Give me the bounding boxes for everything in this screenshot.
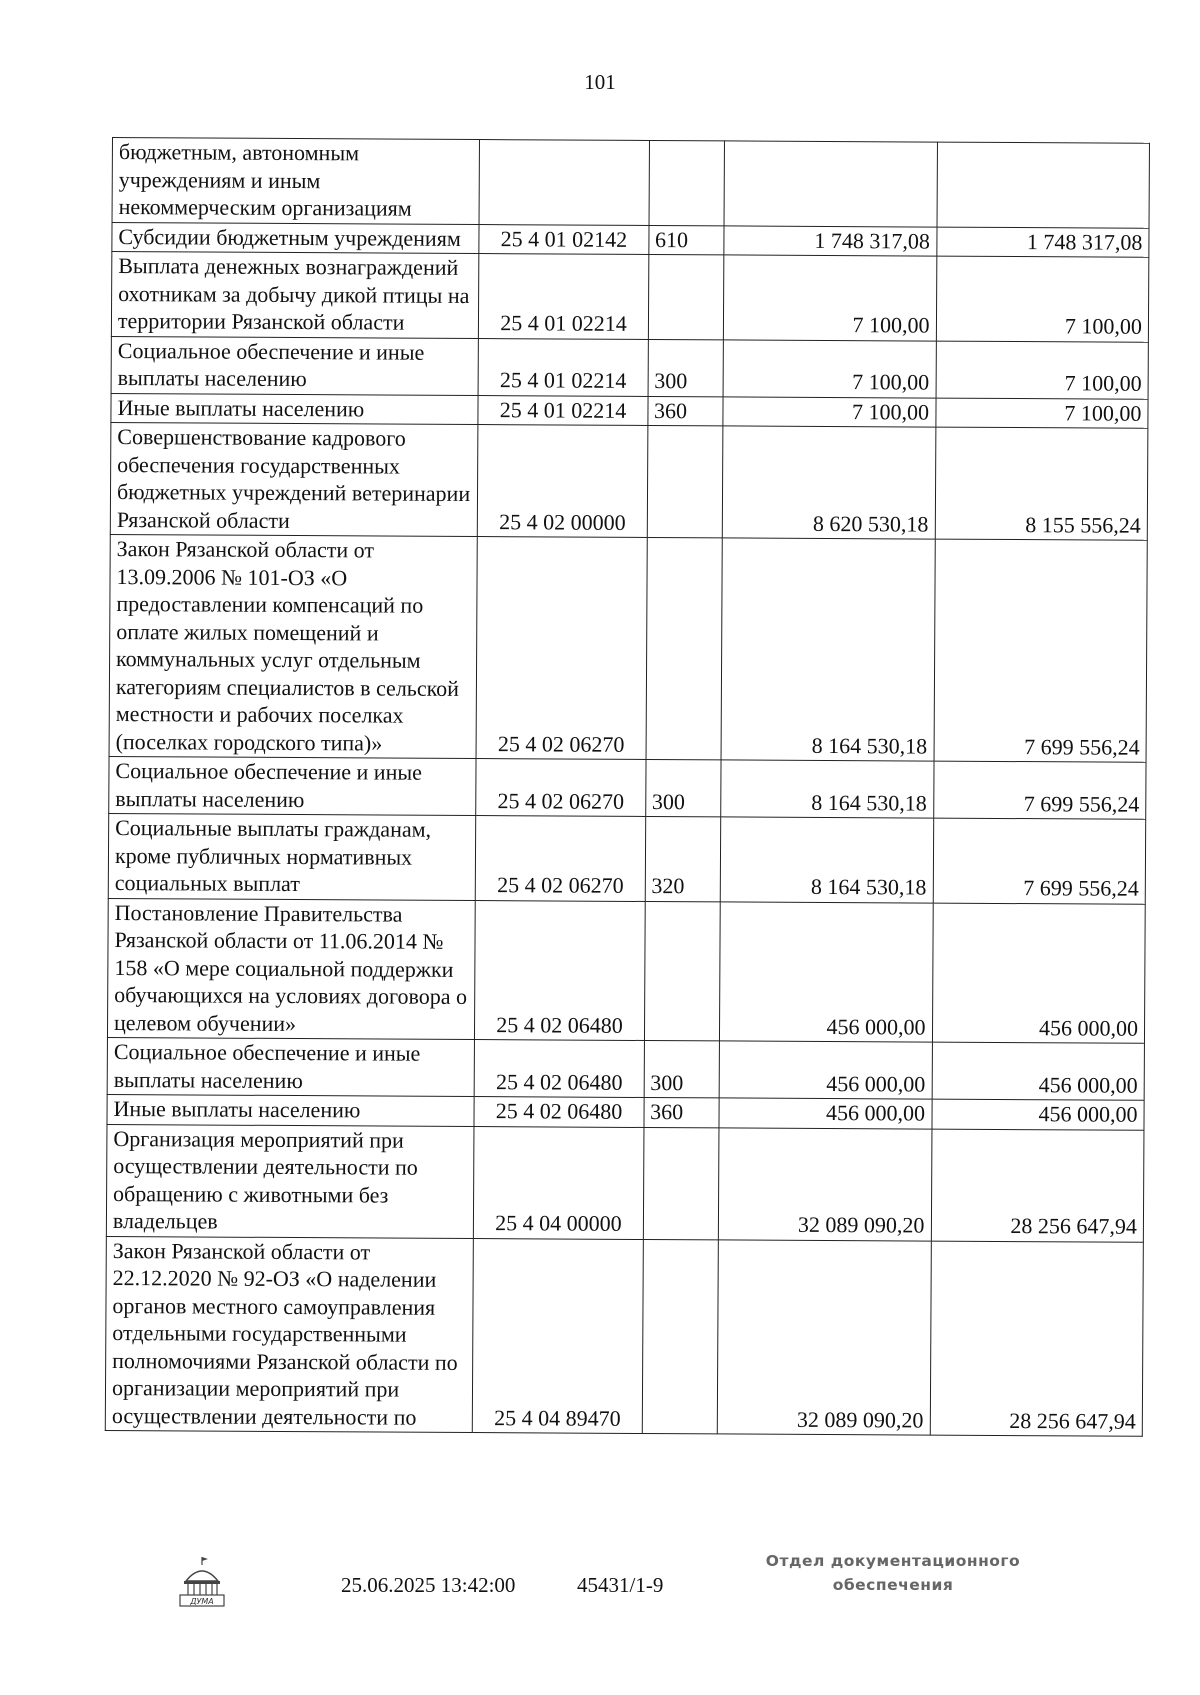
row-amount-1: 8 164 530,18 (721, 538, 935, 761)
row-target-code: 25 4 02 00000 (478, 425, 648, 538)
row-amount-1: 8 164 530,18 (720, 817, 933, 903)
row-target-code: 25 4 04 00000 (474, 1126, 644, 1239)
row-amount-1: 8 620 530,18 (722, 426, 935, 539)
row-expense-type (647, 425, 723, 537)
page-number: 101 (584, 70, 616, 94)
table-row (107, 1037, 1144, 1100)
table-row (112, 138, 1149, 228)
row-name: Совершенствование кадрового обеспечения государственных бюджетных учреждений ветеринарии Рязанской области (110, 422, 478, 536)
row-name: Постановление Правительства Рязанской области от 11.06.2014 № 158 «О мере социальной поддержки обучающихся на условиях договора о целевом обучении» (107, 898, 475, 1040)
row-amount-2: 7 699 556,24 (933, 818, 1146, 904)
row-amount-1: 456 000,00 (720, 901, 933, 1042)
table-row (105, 1236, 1143, 1436)
row-amount-2: 28 256 647,94 (930, 1241, 1144, 1437)
row-amount-2: 8 155 556,24 (935, 427, 1148, 540)
table-row (106, 1124, 1144, 1242)
table-row (108, 813, 1145, 903)
table-row (111, 252, 1148, 342)
row-expense-type (646, 537, 723, 759)
row-target-code: 25 4 01 02142 (479, 224, 648, 254)
stamp-line-1: Отдел документационного (765, 1552, 1021, 1570)
row-expense-type: 300 (644, 1040, 720, 1097)
row-target-code: 25 4 02 06480 (474, 1097, 643, 1127)
row-name: Социальное обеспечение и иные выплаты населению (111, 336, 479, 395)
row-expense-type: 320 (645, 816, 721, 901)
row-amount-1: 7 100,00 (723, 255, 936, 341)
row-amount-2: 456 000,00 (932, 903, 1145, 1044)
print-datetime: 25.06.2025 13:42:00 (341, 1573, 516, 1597)
row-amount-1: 7 100,00 (723, 339, 936, 397)
row-expense-type: 300 (645, 759, 721, 816)
row-amount-1 (724, 141, 937, 227)
row-expense-type (642, 1239, 719, 1434)
row-name: Иные выплаты населению (111, 393, 479, 425)
budget-table-body (105, 138, 1149, 1437)
row-target-code: 25 4 02 06270 (476, 816, 646, 901)
row-target-code (479, 140, 649, 225)
row-amount-2: 7 699 556,24 (934, 539, 1148, 762)
row-target-code: 25 4 02 06270 (477, 537, 647, 760)
row-expense-type: 300 (648, 339, 724, 396)
row-target-code: 25 4 02 06480 (475, 1040, 644, 1098)
table-row (109, 756, 1146, 819)
row-name: Закон Рязанской области от 13.09.2006 № 101-ОЗ «О предоставлении компенсаций по оплате жилых помещений и коммунальных услуг отдельным категориям специалистов в сельской местности и рабочих поселках (поселках городского типа)» (109, 534, 478, 758)
row-amount-1: 8 164 530,18 (721, 760, 934, 818)
row-amount-2: 456 000,00 (932, 1042, 1145, 1100)
row-expense-type (644, 901, 720, 1041)
row-name: Иные выплаты населению (107, 1094, 475, 1126)
row-amount-2: 7 100,00 (936, 256, 1149, 342)
row-expense-type (649, 140, 725, 225)
row-expense-type: 610 (648, 225, 724, 255)
row-amount-2: 7 100,00 (936, 341, 1149, 399)
duma-building-icon (176, 1555, 228, 1609)
row-target-code: 25 4 02 06270 (476, 759, 645, 817)
row-name: Социальное обеспечение и иные выплаты населению (107, 1037, 475, 1096)
stamp-line-2: обеспечения (832, 1576, 954, 1594)
row-target-code: 25 4 01 02214 (479, 338, 648, 396)
row-expense-type (643, 1127, 719, 1239)
row-amount-2: 7 699 556,24 (933, 761, 1146, 819)
row-amount-2 (937, 142, 1150, 228)
table-row (109, 534, 1147, 762)
row-amount-2: 7 100,00 (935, 398, 1148, 429)
row-expense-type: 360 (644, 1097, 720, 1127)
row-name: Выплата денежных вознаграждений охотникам за добычу дикой птицы на территории Рязанской области (111, 252, 479, 339)
row-expense-type (648, 254, 724, 339)
row-amount-1: 456 000,00 (719, 1041, 932, 1099)
document-number: 45431/1-9 (577, 1573, 664, 1597)
row-target-code: 25 4 01 02214 (478, 395, 647, 425)
row-target-code: 25 4 01 02214 (479, 254, 649, 339)
row-amount-2: 28 256 647,94 (931, 1129, 1144, 1242)
budget-table (105, 137, 1150, 1437)
department-stamp (748, 1549, 1038, 1597)
table-row (110, 422, 1148, 540)
row-name: Субсидии бюджетным учреждениям (112, 222, 480, 254)
row-expense-type: 360 (648, 396, 724, 426)
row-name: Социальное обеспечение и иные выплаты населению (109, 756, 477, 815)
table-row (111, 336, 1148, 399)
row-amount-1: 1 748 317,08 (724, 225, 937, 256)
row-target-code: 25 4 02 06480 (475, 900, 645, 1040)
row-amount-2: 456 000,00 (932, 1099, 1145, 1130)
row-amount-1: 456 000,00 (719, 1098, 932, 1129)
row-amount-1: 32 089 090,20 (717, 1239, 931, 1435)
row-name: бюджетным, автономным учреждениям и иным некоммерческим организациям (112, 138, 480, 225)
row-amount-1: 7 100,00 (723, 396, 936, 427)
row-name: Организация мероприятий при осуществлении деятельности по обращению с животными без владельцев (106, 1124, 474, 1238)
row-amount-1: 32 089 090,20 (718, 1127, 931, 1240)
row-name: Закон Рязанской области от 22.12.2020 № 92-ОЗ «О наделении органов местного самоуправления отдельными государственными полномочиями Рязанской области по организации мероприятий при осуществлении деятельности по (105, 1236, 474, 1433)
row-target-code: 25 4 04 89470 (473, 1238, 643, 1433)
logo-text: ДУМА (190, 1597, 214, 1606)
row-name: Социальные выплаты гражданам, кроме публичных нормативных социальных выплат (108, 813, 476, 900)
row-amount-2: 1 748 317,08 (936, 227, 1149, 258)
table-row (107, 898, 1145, 1043)
